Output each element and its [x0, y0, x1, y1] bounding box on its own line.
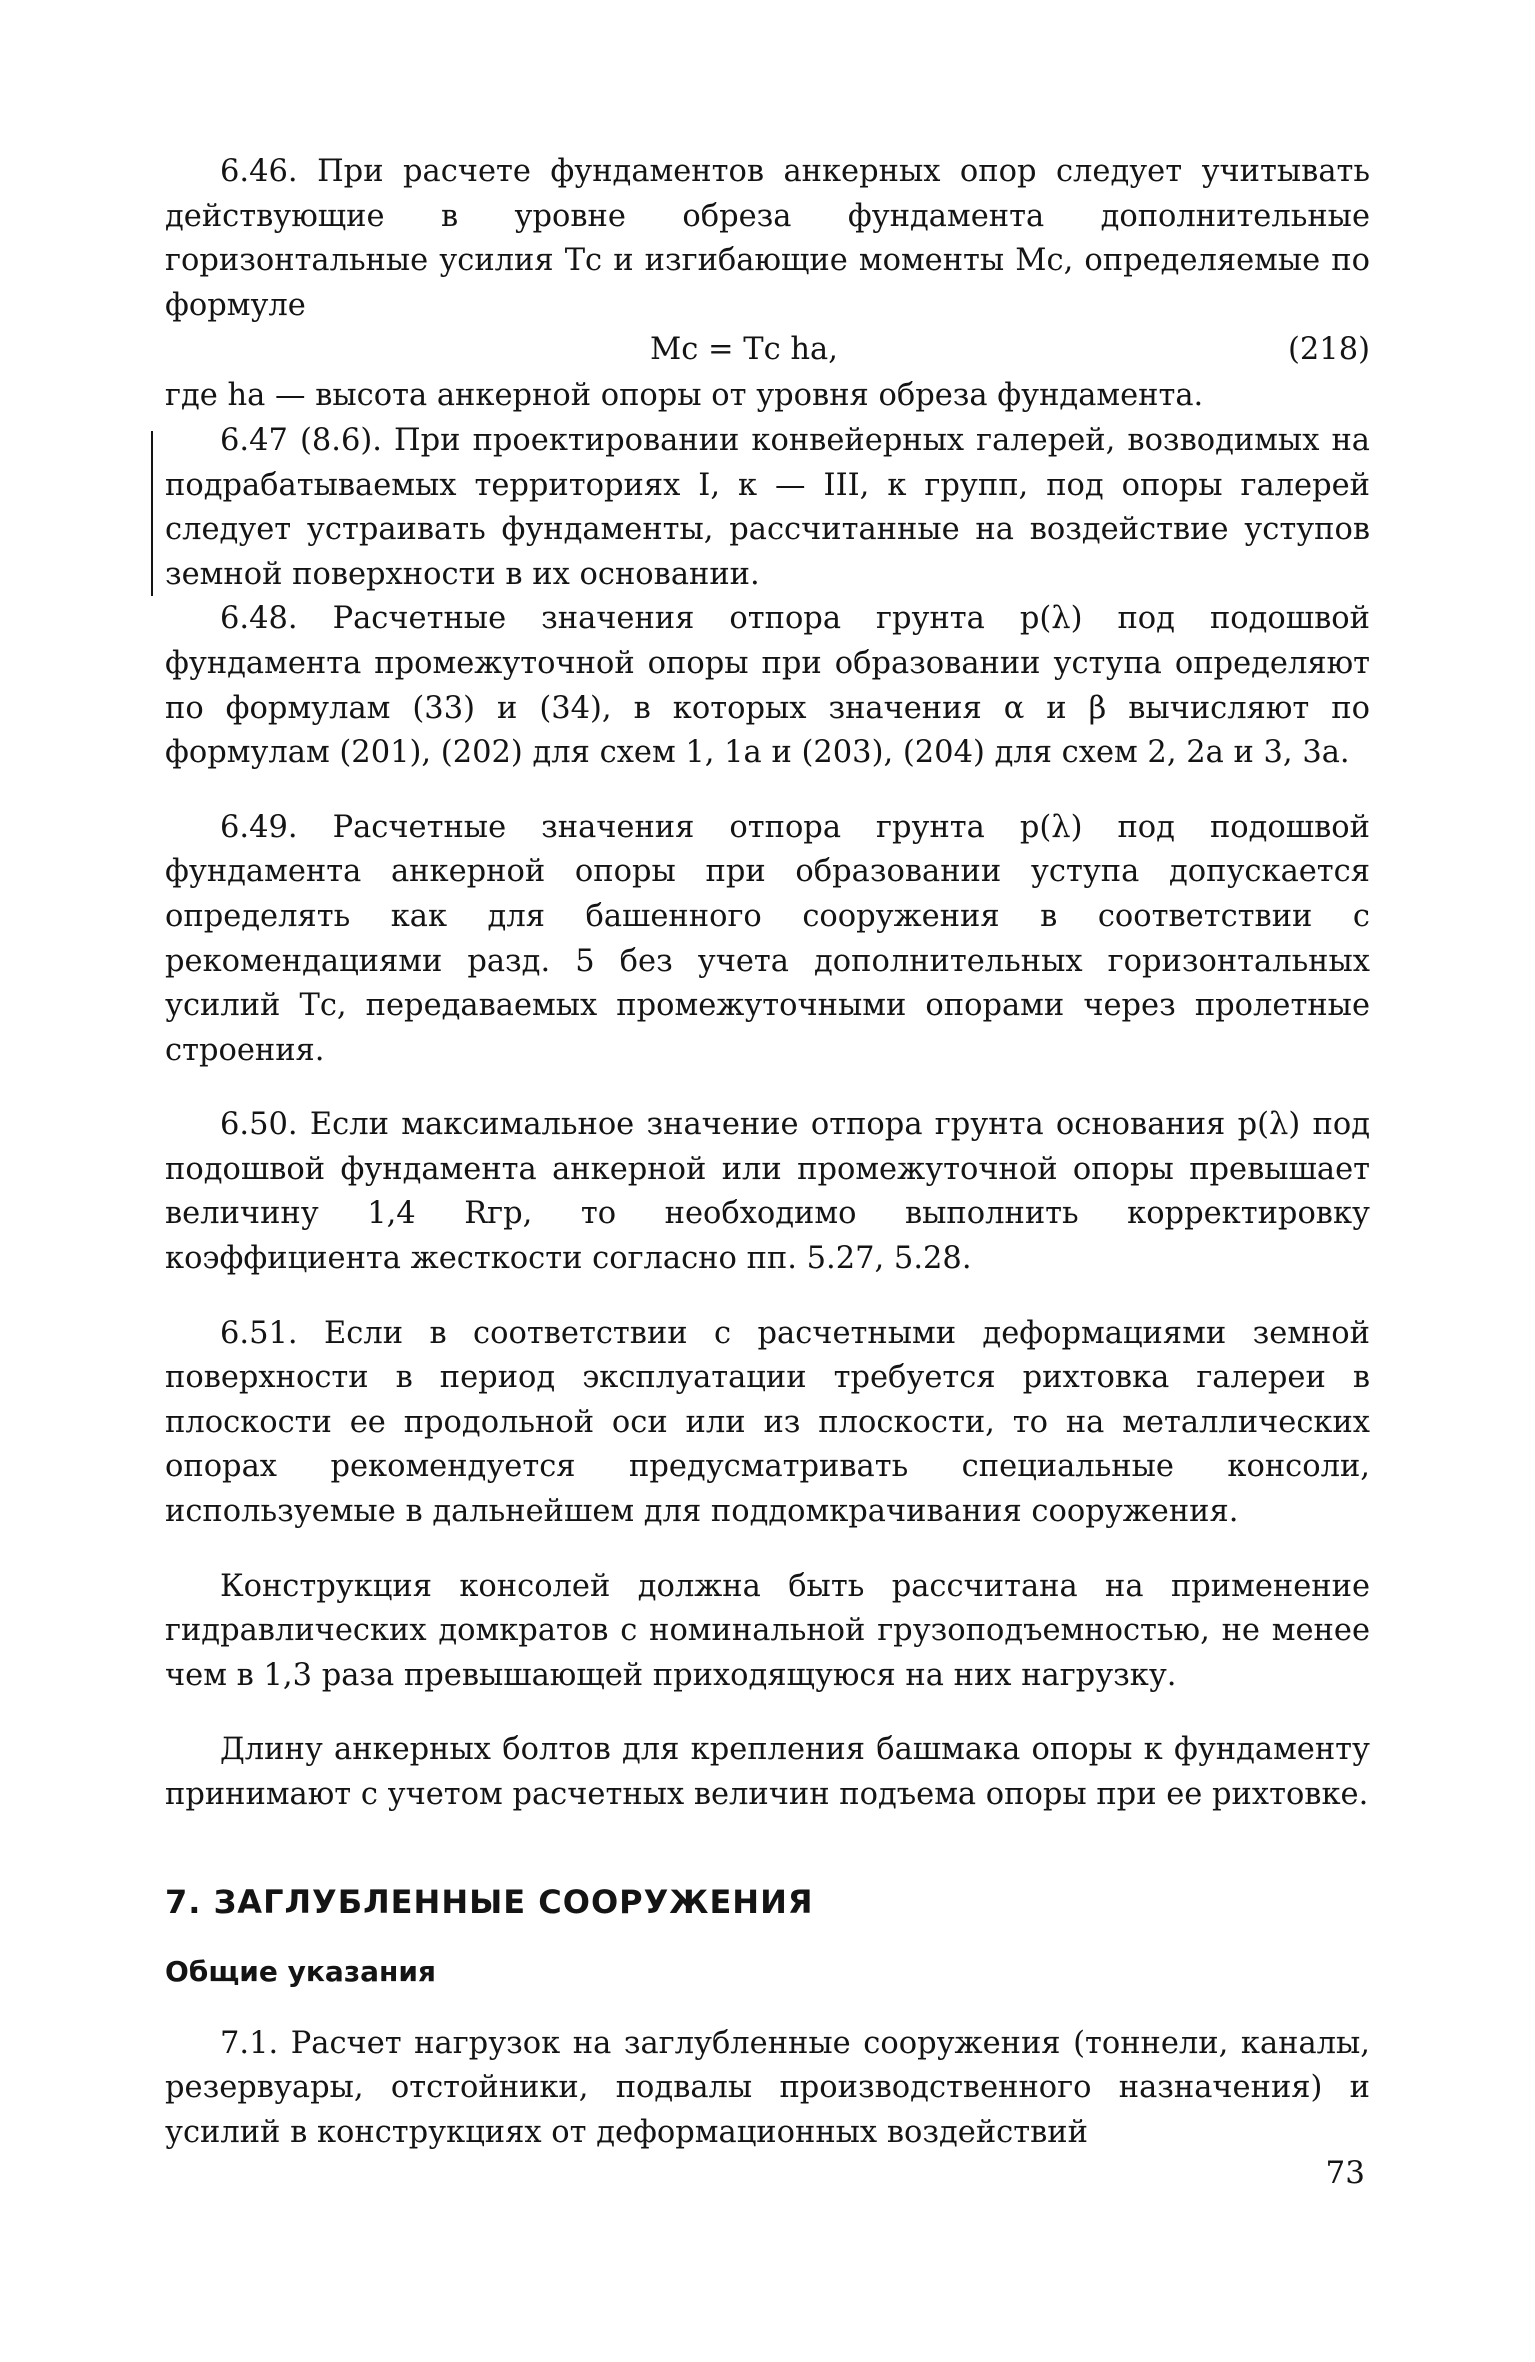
paragraph-6-47: 6.47 (8.6). При проектировании конвейерных галерей, возводимых на подрабатываемых территориях I, к — III, к групп, под опоры галерей следует устраивать фундаменты, рассчитанные на воздействие уступов земной поверхности в их основании.: [165, 422, 1370, 592]
paragraph-6-46: 6.46. При расчете фундаментов анкерных опор следует учитывать действующие в уровне обреза фундамента дополнительные горизонтальные усилия Tс и изгибающие моменты Mс, определяемые по формуле: [165, 154, 1370, 323]
changed-paragraph-block: [165, 419, 1370, 597]
formula-explanation: где hа — высота анкерной опоры от уровня обреза фундамента.: [165, 378, 1204, 414]
paragraph-6-49: 6.49. Расчетные значения отпора грунта p(λ) под подошвой фундамента анкерной опоры при образовании уступа допускается определять как для башенного сооружения в соответствии с рекомендациями разд. 5 без учета дополнительных горизонтальных усилий Tс, передаваемых промежуточными опорами через пролетные строения.: [165, 809, 1370, 1068]
formula-row: [165, 328, 1370, 374]
page-content: [165, 150, 1370, 2155]
section-title: 7. ЗАГЛУБЛЕННЫЕ СООРУЖЕНИЯ: [165, 1882, 814, 1921]
paragraph-6-48: 6.48. Расчетные значения отпора грунта p(λ) под подошвой фундамента промежуточной опоры при образовании уступа определяют по формулам (33) и (34), в которых значения α и β вычисляют по формулам (201), (202) для схем 1, 1а и (203), (204) для схем 2, 2а и 3, 3а.: [165, 601, 1370, 771]
page-number: 73: [1325, 2155, 1365, 2191]
section-subtitle: Общие указания: [165, 1954, 436, 1988]
paragraph-6-50: 6.50. Если максимальное значение отпора грунта основания p(λ) под подошвой фундамента анкерной или промежуточной опоры превышает величину 1,4 Rгр, то необходимо выполнить корректировку коэффициента жесткости согласно пп. 5.27, 5.28.: [165, 1107, 1370, 1277]
formula: Mс = Tс hа,: [650, 332, 838, 368]
formula-number: (218): [1287, 332, 1370, 368]
paragraph-6-51-consoles: Конструкция консолей должна быть рассчитана на применение гидравлических домкратов с номинальной грузоподъемностью, не менее чем в 1,3 раза превышающей приходящуюся на них нагрузку.: [165, 1568, 1370, 1693]
change-marker-bar: [151, 431, 153, 596]
paragraph-7-1: 7.1. Расчет нагрузок на заглубленные сооружения (тоннели, каналы, резервуары, отстойники, подвалы производственного назначения) и усилий в конструкциях от деформационных воздействий: [165, 2025, 1370, 2150]
paragraph-6-51: 6.51. Если в соответствии с расчетными деформациями земной поверхности в период эксплуатации требуется рихтовка галереи в плоскости ее продольной оси или из плоскости, то на металлических опорах рекомендуется предусматривать специальные консоли, используемые в дальнейшем для поддомкрачивания сооружения.: [165, 1315, 1370, 1530]
paragraph-6-51-bolts: Длину анкерных болтов для крепления башмака опоры к фундаменту принимают с учетом расчетных величин подъема опоры при ее рихтовке.: [165, 1732, 1370, 1812]
